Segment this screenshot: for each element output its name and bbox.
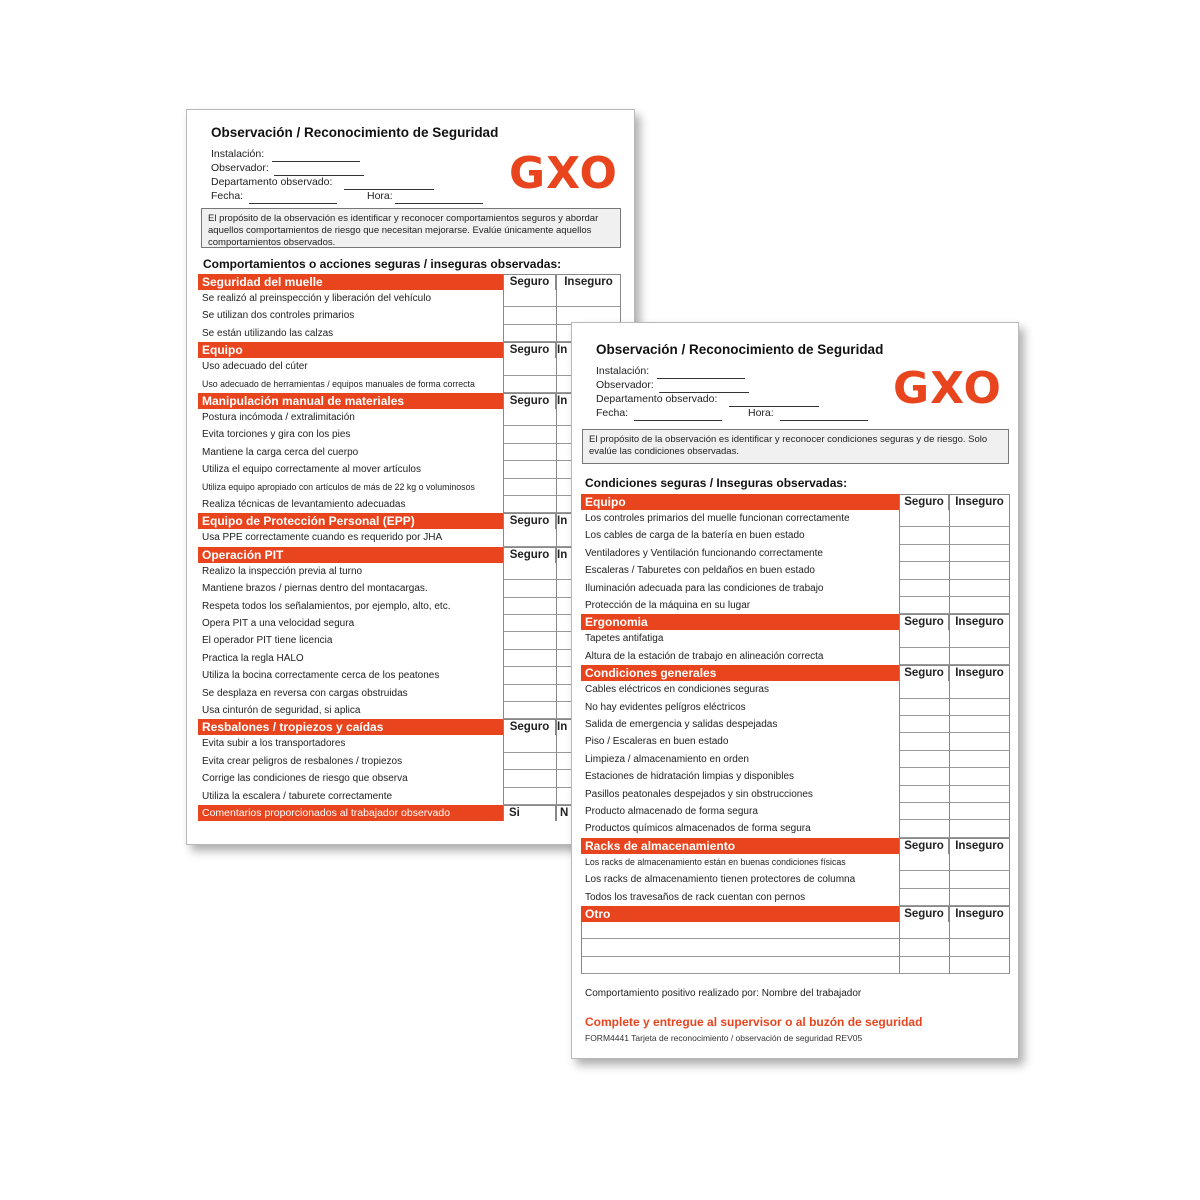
- unsafe-checkbox-cell[interactable]: [949, 957, 1010, 974]
- checklist-item-label: Corrige las condiciones de riesgo que observa: [202, 773, 408, 785]
- safe-checkbox-cell[interactable]: [503, 529, 556, 546]
- safe-checkbox-cell[interactable]: [503, 307, 556, 324]
- checklist-row: [198, 376, 621, 393]
- safe-column-header: Seguro: [899, 665, 949, 681]
- unsafe-column-header: Inseguro: [949, 838, 1010, 854]
- safe-checkbox-cell[interactable]: [899, 597, 949, 614]
- unsafe-column-header: In: [556, 393, 621, 409]
- checklist-row: [581, 648, 1010, 665]
- unsafe-column-header: Inseguro: [949, 494, 1010, 510]
- safe-checkbox-cell[interactable]: [503, 702, 556, 719]
- checklist-row: [198, 290, 621, 307]
- safe-checkbox-cell[interactable]: [503, 580, 556, 597]
- safe-column-header: Seguro: [503, 342, 556, 358]
- department-label: Departamento observado:: [211, 176, 333, 188]
- checklist-item-label: Piso / Escaleras en buen estado: [585, 736, 729, 748]
- checklist-row: [581, 681, 1010, 698]
- unsafe-column-header: In: [556, 513, 621, 529]
- safe-checkbox-cell[interactable]: [503, 358, 556, 375]
- unsafe-checkbox-cell[interactable]: [949, 580, 1010, 597]
- checklist-item-label: Utiliza el equipo correctamente al mover artículos: [202, 464, 421, 476]
- time-label: Hora:: [367, 190, 393, 202]
- section-header: [581, 614, 1010, 630]
- unsafe-checkbox-cell[interactable]: [949, 716, 1010, 733]
- section-header: [581, 906, 1010, 922]
- date-label: Fecha:: [596, 407, 629, 419]
- safe-checkbox-cell[interactable]: [503, 376, 556, 393]
- unsafe-column-header: In: [556, 342, 621, 358]
- checklist-item-label: Practica la regla HALO: [202, 652, 304, 664]
- checklist-item-label: Productos químicos almacenados de forma segura: [585, 823, 811, 835]
- checklist-item-label: Producto almacenado de forma segura: [585, 806, 758, 817]
- comments-label: Comentarios proporcionados al trabajador observado: [198, 805, 503, 821]
- safe-checkbox-cell[interactable]: [503, 788, 556, 805]
- checklist-row: [198, 650, 621, 667]
- safe-checkbox-cell[interactable]: [899, 648, 949, 665]
- checklist-row: [198, 632, 621, 649]
- conditions-checklist-table: [581, 494, 1011, 984]
- behavior-checklist-table: [198, 274, 621, 834]
- safe-checkbox-cell[interactable]: [503, 598, 556, 615]
- checklist-row: [198, 529, 621, 546]
- safe-checkbox-cell[interactable]: [899, 889, 949, 906]
- safe-column-header: Seguro: [899, 906, 949, 922]
- checklist-row: [198, 563, 621, 580]
- unsafe-checkbox-cell[interactable]: [949, 786, 1010, 803]
- checklist-item-label: Se utilizan dos controles primarios: [202, 310, 355, 322]
- blank-rows-left-border: [581, 922, 582, 974]
- safe-checkbox-cell[interactable]: [503, 563, 556, 580]
- safe-checkbox-cell[interactable]: [899, 580, 949, 597]
- blank-row-line: [581, 973, 899, 974]
- checklist-row: [198, 444, 621, 461]
- section-title: Comportamientos o acciones seguras / inseguras observadas:: [203, 257, 562, 271]
- checklist-row: [581, 510, 1010, 527]
- checklist-row: [581, 630, 1010, 647]
- section-header: [581, 494, 1010, 510]
- checklist-row: [198, 667, 621, 684]
- checklist-item-label: Realizo la inspección previa al turno: [202, 565, 363, 577]
- section-label: Seguridad del muelle: [198, 274, 503, 290]
- checklist-row: [581, 527, 1010, 544]
- checklist-row: [581, 545, 1010, 562]
- checklist-row: [581, 803, 1010, 820]
- safe-checkbox-cell[interactable]: [503, 461, 556, 478]
- checklist-item-label: Limpieza / almacenamiento en orden: [585, 753, 749, 765]
- checklist-row: [581, 922, 1010, 939]
- checklist-item-label: Opera PIT a una velocidad segura: [202, 618, 355, 629]
- checklist-item-label: Pasillos peatonales despejados y sin obstrucciones: [585, 788, 813, 800]
- checklist-row: [581, 889, 1010, 906]
- safe-checkbox-cell[interactable]: [503, 770, 556, 787]
- unsafe-checkbox-cell[interactable]: [949, 768, 1010, 785]
- unsafe-checkbox-cell[interactable]: [949, 922, 1010, 939]
- unsafe-column-header: In: [556, 719, 621, 735]
- unsafe-checkbox-cell[interactable]: [949, 545, 1010, 562]
- section-header: [198, 719, 621, 735]
- checklist-row: [581, 597, 1010, 614]
- safe-checkbox-cell[interactable]: [503, 290, 556, 307]
- checklist-row: [198, 770, 621, 787]
- section-label: Equipo de Protección Personal (EPP): [198, 513, 503, 529]
- submit-instruction: Complete y entregue al supervisor o al buzón de seguridad: [585, 1015, 923, 1029]
- time-label: Hora:: [748, 407, 774, 419]
- section-label: Manipulación manual de materiales: [198, 393, 503, 409]
- unsafe-checkbox-cell[interactable]: [949, 871, 1010, 888]
- checklist-row: [198, 358, 621, 375]
- unsafe-checkbox-cell[interactable]: [949, 751, 1010, 768]
- safe-checkbox-cell[interactable]: [503, 735, 556, 752]
- safe-checkbox-cell[interactable]: [899, 820, 949, 837]
- safe-checkbox-cell[interactable]: [899, 957, 949, 974]
- safe-checkbox-cell[interactable]: [503, 496, 556, 513]
- unsafe-column-header: Inseguro: [556, 274, 621, 290]
- installation-label: Instalación:: [596, 365, 650, 377]
- section-header: [198, 274, 621, 290]
- checklist-row: [198, 580, 621, 597]
- checklist-item-label: Mantiene la carga cerca del cuerpo: [202, 446, 359, 458]
- checklist-row: [198, 735, 621, 752]
- checklist-item-label: Estaciones de hidratación limpias y disponibles: [585, 771, 795, 783]
- checklist-item-label: Escaleras / Taburetes con peldaños en buen estado: [585, 565, 815, 577]
- checklist-item-label: El operador PIT tiene licencia: [202, 635, 333, 647]
- checklist-row: [198, 461, 621, 478]
- positive-behavior-label: Comportamiento positivo realizado por: Nombre del trabajador: [585, 988, 862, 999]
- checklist-item-label: Los controles primarios del muelle funcionan correctamente: [585, 513, 850, 524]
- unsafe-column-header: Inseguro: [949, 906, 1010, 922]
- unsafe-checkbox-cell[interactable]: [556, 290, 621, 307]
- checklist-row: [198, 753, 621, 770]
- checklist-item-label: Utiliza la escalera / taburete correctamente: [202, 790, 393, 802]
- safe-column-header: Seguro: [899, 494, 949, 510]
- checklist-item-label: Los cables de carga de la batería en buen estado: [585, 530, 805, 542]
- date-field[interactable]: [249, 203, 337, 204]
- checklist-item-label: Postura incómoda / extralimitación: [202, 412, 355, 423]
- section-header: [581, 838, 1010, 854]
- safe-checkbox-cell[interactable]: [899, 562, 949, 579]
- unsafe-checkbox-cell[interactable]: [949, 630, 1010, 647]
- safe-column-header: Seguro: [503, 393, 556, 409]
- checklist-item-label: Iluminación adecuada para las condiciones de trabajo: [585, 582, 824, 594]
- safe-checkbox-cell[interactable]: [899, 871, 949, 888]
- unsafe-checkbox-cell[interactable]: [949, 820, 1010, 837]
- checklist-item-label: Los racks de almacenamiento tienen protectores de columna: [585, 874, 856, 886]
- installation-label: Instalación:: [211, 148, 265, 160]
- section-header: [198, 547, 621, 563]
- safe-checkbox-cell[interactable]: [503, 632, 556, 649]
- checklist-row: [581, 871, 1010, 888]
- safe-checkbox-cell[interactable]: [899, 510, 949, 527]
- gxo-logo: GXO: [893, 363, 1002, 414]
- unsafe-checkbox-cell[interactable]: [949, 681, 1010, 698]
- checklist-row: [198, 426, 621, 443]
- safe-checkbox-cell[interactable]: [503, 444, 556, 461]
- card-title: Observación / Reconocimiento de Seguridad: [596, 342, 884, 357]
- safe-checkbox-cell[interactable]: [503, 325, 556, 342]
- checklist-item-label: Se están utilizando las calzas: [202, 327, 334, 339]
- checklist-row: [581, 957, 1010, 974]
- safe-checkbox-cell[interactable]: [899, 922, 949, 939]
- checklist-item-label: [585, 957, 897, 974]
- department-field[interactable]: [729, 406, 819, 407]
- section-header: [581, 665, 1010, 681]
- checklist-item-label: [585, 922, 897, 939]
- checklist-row: [581, 716, 1010, 733]
- comments-row: [198, 805, 621, 821]
- safe-column-header: Seguro: [503, 274, 556, 290]
- checklist-item-label: Uso adecuado del cúter: [202, 361, 308, 373]
- checklist-item-label: Protección de la máquina en su lugar: [585, 600, 751, 611]
- safe-checkbox-cell[interactable]: [899, 854, 949, 871]
- unsafe-checkbox-cell[interactable]: [949, 854, 1010, 871]
- unsafe-checkbox-cell[interactable]: [949, 597, 1010, 614]
- checklist-item-label: Salida de emergencia y salidas despejadas: [585, 719, 778, 730]
- unsafe-checkbox-cell[interactable]: [949, 510, 1010, 527]
- unsafe-checkbox-cell[interactable]: [949, 562, 1010, 579]
- checklist-item-label: Todos los travesaños de rack cuentan con pernos: [585, 891, 806, 903]
- comments-yes-header[interactable]: Si: [503, 805, 556, 821]
- section-label: Otro: [581, 906, 899, 922]
- checklist-item-label: No hay evidentes pelígros eléctricos: [585, 701, 746, 713]
- conditions-observation-card: [571, 322, 1019, 1059]
- checklist-item-label: Uso adecuado de herramientas / equipos manuales de forma correcta: [202, 378, 475, 389]
- observer-label: Observador:: [596, 379, 654, 391]
- comments-no-header[interactable]: N: [556, 805, 621, 821]
- safe-checkbox-cell[interactable]: [899, 733, 949, 750]
- safe-checkbox-cell[interactable]: [503, 650, 556, 667]
- unsafe-checkbox-cell[interactable]: [949, 648, 1010, 665]
- safe-checkbox-cell[interactable]: [503, 426, 556, 443]
- checklist-row: [198, 307, 621, 324]
- safe-checkbox-cell[interactable]: [503, 753, 556, 770]
- checklist-item-label: Cables eléctricos en condiciones seguras: [585, 684, 769, 696]
- gxo-logo: GXO: [509, 148, 618, 199]
- checklist-item-label: Realiza técnicas de levantamiento adecuadas: [202, 499, 406, 510]
- card-title: Observación / Reconocimiento de Seguridad: [211, 125, 499, 140]
- section-label: Ergonomia: [581, 614, 899, 630]
- checklist-item-label: Usa PPE correctamente cuando es requerido por JHA: [202, 532, 443, 544]
- section-label: Condiciones generales: [581, 665, 899, 681]
- blank-row-line: [581, 938, 899, 939]
- checklist-row: [581, 768, 1010, 785]
- checklist-row: [581, 580, 1010, 597]
- safe-column-header: Seguro: [899, 614, 949, 630]
- safe-checkbox-cell[interactable]: [503, 479, 556, 496]
- safe-checkbox-cell[interactable]: [899, 939, 949, 956]
- date-label: Fecha:: [211, 190, 244, 202]
- safe-checkbox-cell[interactable]: [503, 615, 556, 632]
- checklist-row: [581, 939, 1010, 956]
- unsafe-checkbox-cell[interactable]: [949, 939, 1010, 956]
- department-label: Departamento observado:: [596, 393, 718, 405]
- section-label: Operación PIT: [198, 547, 503, 563]
- checklist-item-label: Usa cinturón de seguridad, si aplica: [202, 705, 361, 716]
- checklist-row: [198, 598, 621, 615]
- safe-checkbox-cell[interactable]: [503, 409, 556, 426]
- form-number: FORM4441 Tarjeta de reconocimiento / observación de seguridad REV05: [585, 1033, 863, 1043]
- checklist-item-label: Altura de la estación de trabajo en alineación correcta: [585, 650, 824, 662]
- section-title: Condiciones seguras / Inseguras observadas:: [585, 476, 848, 490]
- checklist-row: [581, 733, 1010, 750]
- section-label: Resbalones / tropiezos y caídas: [198, 719, 503, 735]
- info-box: El propósito de la observación es identificar y reconocer comportamientos seguros y abordar aquellos comportamientos de riesgo que necesitan mejorarse. Evalúe únicamente aquellos comportamientos observados.: [201, 208, 621, 248]
- time-field[interactable]: [780, 420, 868, 421]
- checklist-item-label: Evita torciones y gira con los pies: [202, 429, 351, 441]
- checklist-row: [198, 685, 621, 702]
- checklist-item-label: Ventiladores y Ventilación funcionando correctamente: [585, 547, 823, 559]
- date-field[interactable]: [634, 420, 722, 421]
- section-header: [198, 393, 621, 409]
- behavior-observation-card: [186, 109, 635, 845]
- safe-checkbox-cell[interactable]: [899, 699, 949, 716]
- unsafe-checkbox-cell[interactable]: [949, 699, 1010, 716]
- safe-checkbox-cell[interactable]: [899, 527, 949, 544]
- checklist-item-label: Utiliza equipo apropiado con artículos de más de 22 kg o voluminosos: [202, 481, 475, 492]
- checklist-row: [198, 702, 621, 719]
- unsafe-column-header: Inseguro: [949, 614, 1010, 630]
- checklist-item-label: Utiliza la bocina correctamente cerca de los peatones: [202, 670, 440, 682]
- checklist-row: [198, 496, 621, 513]
- checklist-row: [581, 786, 1010, 803]
- checklist-item-label: Se desplaza en reversa con cargas obstruidas: [202, 687, 408, 699]
- checklist-item-label: Los racks de almacenamiento están en buenas condiciones físicas: [585, 856, 846, 867]
- checklist-item-label: Se realizó al preinspección y liberación del vehículo: [202, 293, 432, 304]
- checklist-row: [198, 325, 621, 342]
- checklist-row: [198, 788, 621, 805]
- checklist-item-label: Mantiene brazos / piernas dentro del montacargas.: [202, 583, 428, 595]
- installation-field[interactable]: [657, 378, 745, 379]
- safe-checkbox-cell[interactable]: [503, 667, 556, 684]
- section-header: [198, 342, 621, 358]
- checklist-row: [198, 615, 621, 632]
- section-label: Equipo: [198, 342, 503, 358]
- safe-checkbox-cell[interactable]: [899, 545, 949, 562]
- unsafe-checkbox-cell[interactable]: [949, 889, 1010, 906]
- unsafe-column-header: Inseguro: [949, 665, 1010, 681]
- unsafe-checkbox-cell[interactable]: [949, 803, 1010, 820]
- installation-field[interactable]: [272, 161, 360, 162]
- section-label: Equipo: [581, 494, 899, 510]
- safe-checkbox-cell[interactable]: [899, 630, 949, 647]
- checklist-row: [581, 751, 1010, 768]
- blank-row-line: [581, 956, 899, 957]
- unsafe-checkbox-cell[interactable]: [949, 527, 1010, 544]
- safe-checkbox-cell[interactable]: [899, 716, 949, 733]
- unsafe-checkbox-cell[interactable]: [949, 733, 1010, 750]
- safe-checkbox-cell[interactable]: [899, 681, 949, 698]
- checklist-item-label: Respeta todos los señalamientos, por ejemplo, alto, etc.: [202, 600, 451, 612]
- checklist-row: [581, 820, 1010, 837]
- time-field[interactable]: [395, 203, 483, 204]
- checklist-item-label: Tapetes antifatiga: [585, 633, 664, 645]
- safe-checkbox-cell[interactable]: [899, 751, 949, 768]
- safe-checkbox-cell[interactable]: [503, 685, 556, 702]
- unsafe-column-header: In: [556, 547, 621, 563]
- safe-column-header: Seguro: [503, 719, 556, 735]
- safe-checkbox-cell[interactable]: [899, 803, 949, 820]
- safe-column-header: Seguro: [503, 547, 556, 563]
- checklist-item-label: Evita crear peligros de resbalones / tropiezos: [202, 755, 403, 767]
- safe-checkbox-cell[interactable]: [899, 786, 949, 803]
- observer-label: Observador:: [211, 162, 269, 174]
- safe-checkbox-cell[interactable]: [899, 768, 949, 785]
- section-label: Racks de almacenamiento: [581, 838, 899, 854]
- section-header: [198, 513, 621, 529]
- checklist-row: [581, 699, 1010, 716]
- checklist-row: [581, 562, 1010, 579]
- checklist-row: [581, 854, 1010, 871]
- checklist-row: [198, 479, 621, 496]
- info-box: El propósito de la observación es identificar y reconocer condiciones seguras y de riesgo. Solo evalúe las condiciones observadas.: [582, 429, 1009, 464]
- checklist-row: [198, 409, 621, 426]
- safe-column-header: Seguro: [899, 838, 949, 854]
- checklist-item-label: Evita subir a los transportadores: [202, 738, 346, 750]
- safe-column-header: Seguro: [503, 513, 556, 529]
- checklist-item-label: [585, 939, 897, 956]
